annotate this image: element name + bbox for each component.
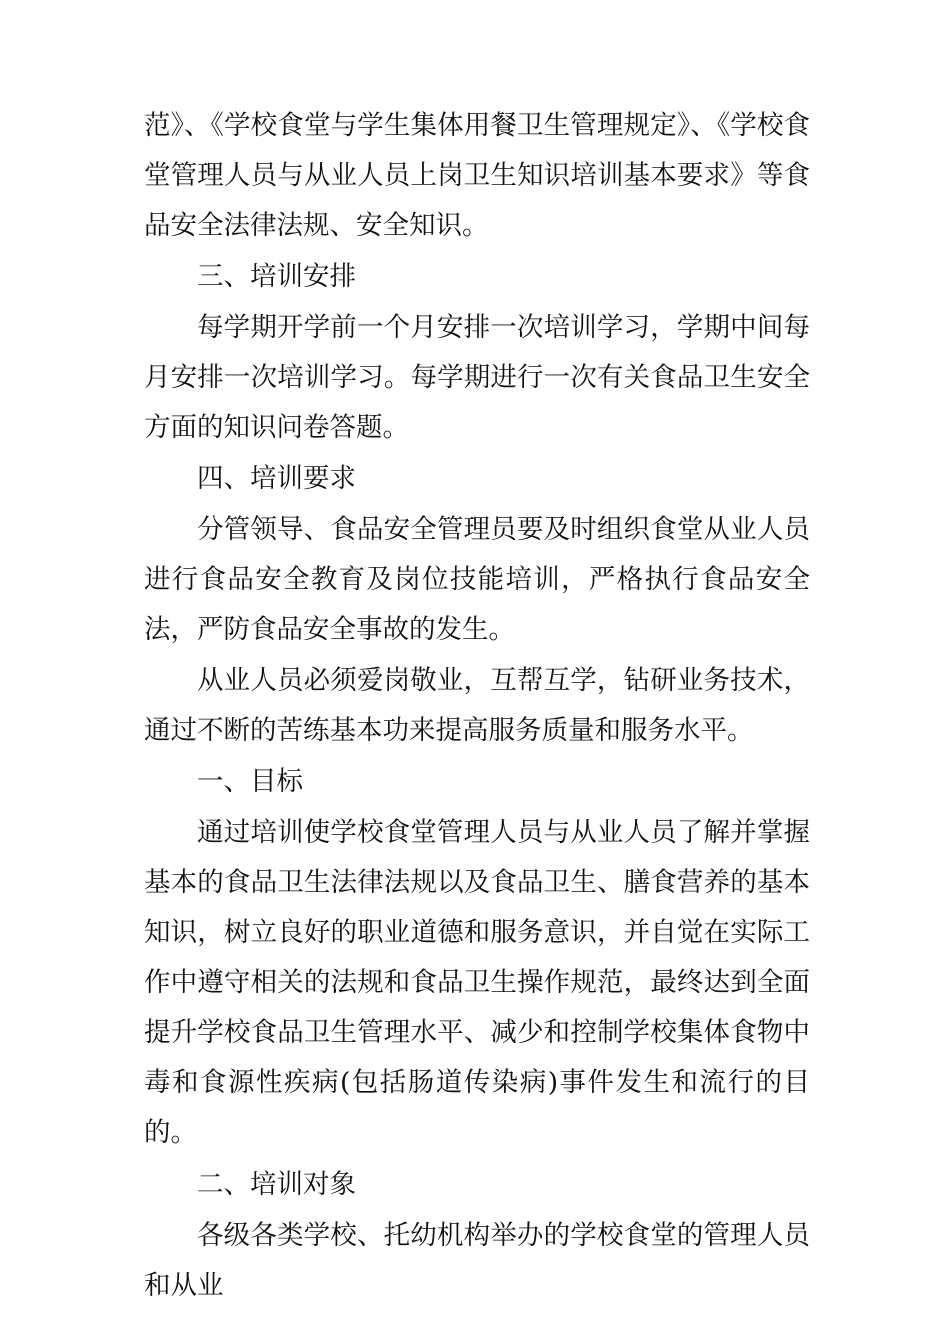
paragraph-goal: 通过培训使学校食堂管理人员与从业人员了解并掌握基本的食品卫生法律法规以及食品卫生、膳食营养的基本知识，树立良好的职业道德和服务意识，并自觉在实际工作中遵守相关的法规和食品卫生操作规范，最终达到全面提升学校食品卫生管理水平、减少和控制学校集体食物中毒和食源性疾病(包括肠道传染病)事件发生和流行的目的。 [144,817,810,1148]
paragraph-training-target: 各级各类学校、托幼机构举办的学校食堂的管理人员和从业 [144,1220,810,1301]
paragraph-requirement-2: 从业人员必须爱岗敬业，互帮互学，钻研业务技术，通过不断的苦练基本功来提高服务质量和服务水平。 [144,665,810,746]
section-heading-training-target: 二、培训对象 [197,1169,356,1200]
section-heading-training-schedule: 三、培训安排 [197,261,356,292]
section-heading-goal: 一、目标 [197,766,303,797]
paragraph-continuation: 范》、《学校食堂与学生集体用餐卫生管理规定》、《学校食堂管理人员与从业人员上岗卫生知识培训基本要求》等食品安全法律法规、安全知识。 [144,110,810,241]
section-heading-training-requirements: 四、培训要求 [197,463,356,494]
paragraph-requirement-1: 分管领导、食品安全管理员要及时组织食堂从业人员进行食品安全教育及岗位技能培训，严格执行食品安全法，严防食品安全事故的发生。 [144,514,810,645]
paragraph-training-schedule: 每学期开学前一个月安排一次培训学习，学期中间每月安排一次培训学习。每学期进行一次有关食品卫生安全方面的知识问卷答题。 [144,312,810,443]
document-page [144,101,810,1311]
